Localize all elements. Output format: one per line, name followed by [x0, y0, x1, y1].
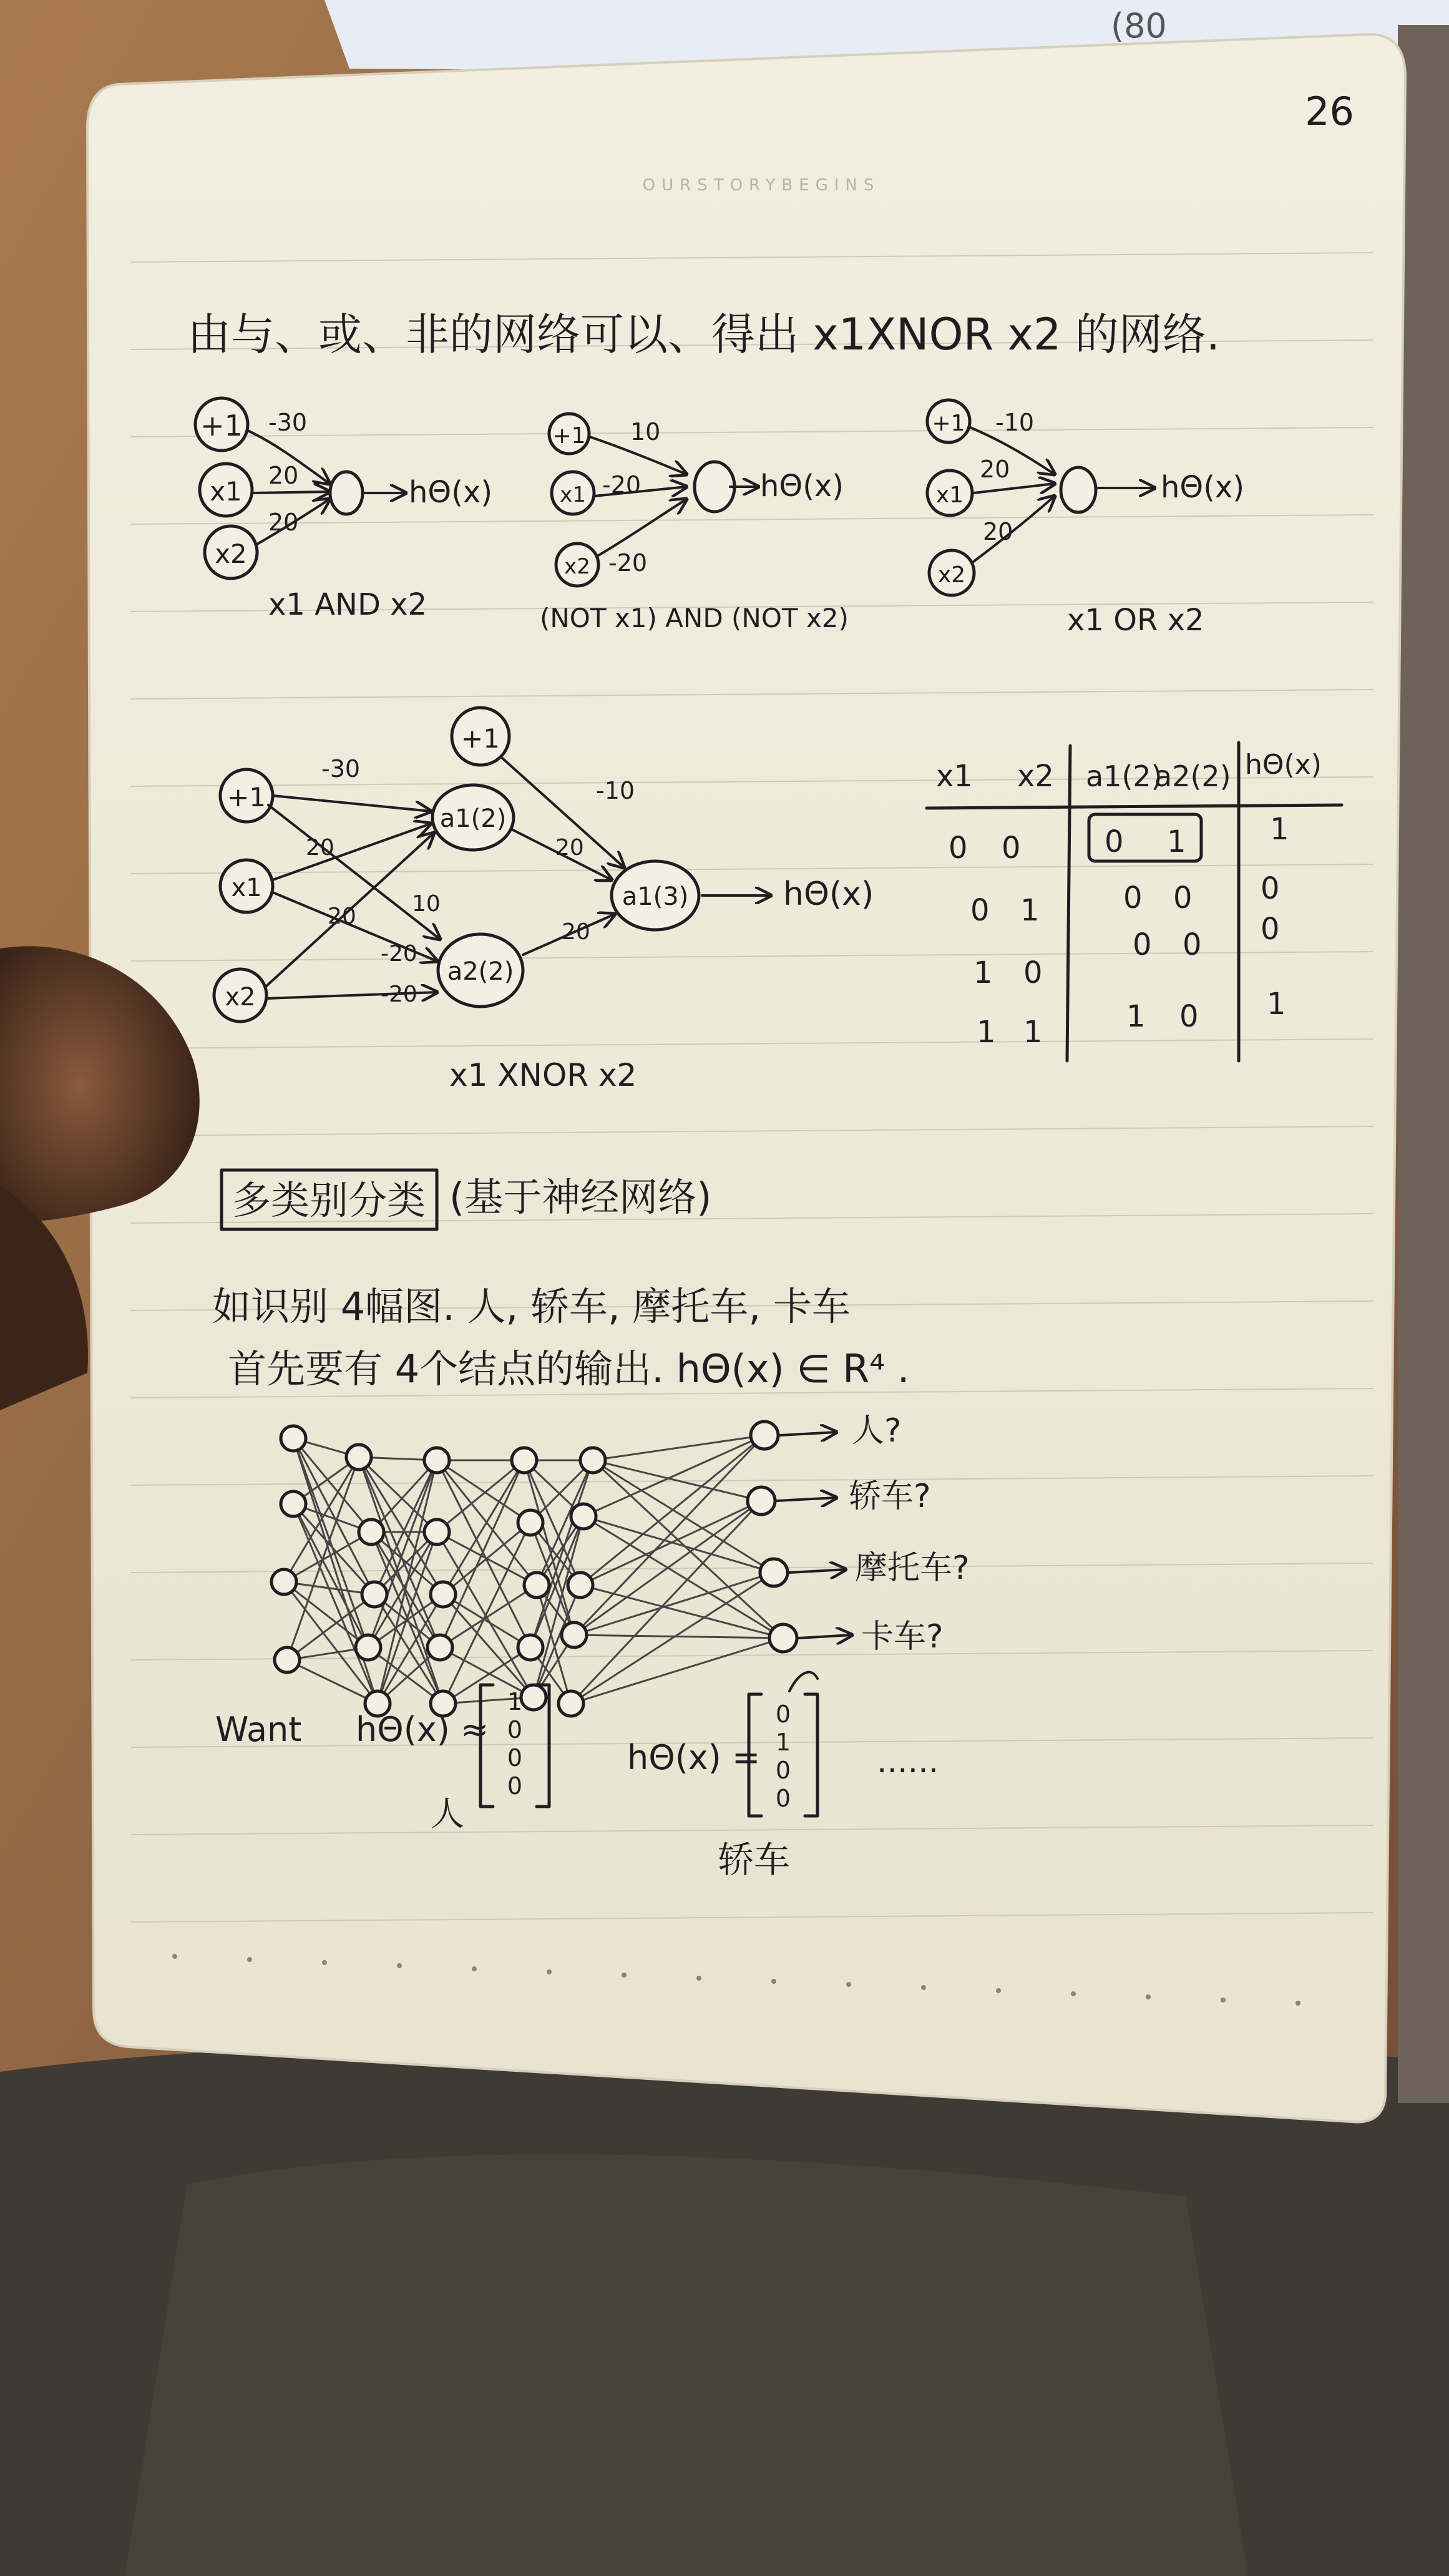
and-w1: 20: [268, 462, 299, 489]
xnor-a2-node: a2(2): [447, 957, 514, 986]
or-bias-node: +1: [932, 411, 965, 436]
tt-cell: 0: [1133, 927, 1152, 962]
and-x2-node: x2: [215, 539, 247, 569]
tt-cell: 0: [1261, 871, 1280, 906]
vec1-0: 1: [507, 1688, 523, 1715]
tt-cell: 0: [1123, 881, 1143, 915]
vec2-1: 1: [775, 1729, 791, 1756]
tt-cell: 1: [1270, 812, 1289, 847]
want-lhs-2: hΘ(x) =: [627, 1738, 761, 1777]
or-w0: -10: [995, 409, 1035, 436]
class-label-person: 人?: [852, 1412, 902, 1450]
tt-cell: 0: [1023, 955, 1043, 990]
xnor-a1-node: a1(2): [439, 804, 507, 833]
under-vec2: 轿车: [718, 1838, 791, 1881]
book-cover-edge: [1398, 25, 1449, 2103]
xnor-w-x2-a2: -20: [381, 982, 417, 1007]
tt-header-x1: x1: [936, 759, 973, 794]
section-line-2: 首先要有 4个结点的输出. hΘ(x) ∈ R⁴ .: [228, 1346, 910, 1392]
vec2-3: 0: [775, 1785, 791, 1812]
xnor-w-bias-a1: -30: [321, 755, 361, 783]
section-line-1: 如识别 4幅图. 人, 轿车, 摩托车, 卡车: [212, 1284, 851, 1329]
tt-cell: 1: [1020, 893, 1040, 928]
vec1-3: 0: [507, 1772, 523, 1800]
page-number: 26: [1305, 89, 1354, 134]
tt-cell: 0: [1002, 831, 1021, 866]
and-w2: 20: [268, 509, 299, 536]
tt-cell: 0: [949, 831, 968, 866]
tt-cell: 0: [970, 893, 990, 928]
nand-w0: 10: [630, 418, 661, 446]
and-bias-node: +1: [200, 409, 243, 442]
tt-header-x2: x2: [1017, 759, 1054, 794]
class-label-truck: 卡车?: [861, 1618, 944, 1656]
nand-w2: -20: [608, 549, 648, 577]
xnor-output: hΘ(x): [783, 876, 874, 913]
and-w0: -30: [268, 409, 308, 436]
and-output: hΘ(x): [409, 475, 493, 510]
xnor-hidden-bias: +1: [461, 723, 500, 754]
xnor-w-a2-a3: 20: [562, 919, 590, 945]
heading-text: 由与、或、非的网络可以、得出 x1XNOR x2 的网络.: [187, 309, 1220, 360]
tt-cell: 1: [1167, 824, 1186, 859]
vec1-2: 0: [507, 1744, 523, 1772]
or-x1-node: x1: [935, 482, 964, 508]
vec1-1: 0: [507, 1716, 523, 1744]
want-lhs-1: hΘ(x) ≈: [356, 1710, 489, 1749]
or-caption: x1 OR x2: [1067, 603, 1204, 638]
tt-cell: 0: [1105, 824, 1124, 859]
nand-w1: -20: [602, 471, 642, 499]
tt-header-h: hΘ(x): [1245, 749, 1322, 781]
nand-caption: (NOT x1) AND (NOT x2): [540, 603, 849, 633]
under-vec1: 人: [431, 1794, 464, 1833]
lap-shadow: [125, 2154, 1248, 2576]
vec2-2: 0: [775, 1757, 791, 1784]
or-x2-node: x2: [937, 562, 966, 588]
nand-x2-node: x2: [564, 554, 590, 579]
corner-scribble: (80: [1111, 6, 1167, 46]
class-label-car: 轿车?: [849, 1478, 931, 1515]
xnor-w-x2-a1: 20: [328, 904, 356, 929]
xnor-x1-node: x1: [231, 874, 262, 902]
tt-cell: 1: [1023, 1015, 1043, 1050]
tt-cell: 0: [1183, 927, 1202, 962]
xnor-w-bias-a2: 10: [412, 891, 441, 917]
section-subtitle: (基于神经网络): [449, 1174, 712, 1220]
xnor-w-x1-a2: -20: [381, 941, 417, 967]
tt-cell: 1: [977, 1015, 996, 1050]
nand-bias-node: +1: [552, 423, 586, 449]
tt-cell: 1: [1126, 999, 1146, 1034]
xnor-w-x1-a1: 20: [306, 835, 334, 861]
vec2-0: 0: [775, 1700, 791, 1728]
section-title: 多类别分类: [232, 1178, 426, 1223]
tt-cell: 0: [1179, 999, 1199, 1034]
and-x1-node: x1: [210, 476, 242, 507]
or-w1: 20: [980, 456, 1010, 483]
brand-watermark: OURSTORYBEGINS: [642, 176, 881, 195]
tt-header-a2: a2(2): [1154, 759, 1231, 793]
or-output: hΘ(x): [1161, 470, 1245, 505]
tt-cell: 1: [973, 955, 993, 990]
nand-x1-node: x1: [560, 482, 586, 507]
xnor-w-a1-a3: 20: [555, 835, 584, 861]
nand-output: hΘ(x): [760, 469, 844, 504]
xnor-w-hbias-a3: -10: [596, 777, 635, 804]
and-caption: x1 AND x2: [268, 587, 427, 622]
xnor-input-bias: +1: [227, 782, 266, 812]
tt-cell: 1: [1267, 987, 1286, 1022]
class-label-motorcycle: 摩托车?: [855, 1549, 970, 1587]
want-ellipsis: ......: [877, 1743, 939, 1780]
xnor-caption: x1 XNOR x2: [449, 1057, 637, 1093]
or-w2: 20: [983, 518, 1013, 545]
xnor-x2-node: x2: [225, 983, 256, 1012]
tt-header-a1: a1(2): [1086, 759, 1163, 793]
want-word: Want: [215, 1710, 302, 1749]
tt-cell: 0: [1173, 881, 1193, 915]
tt-cell: 0: [1261, 912, 1280, 947]
xnor-a3-node: a1(3): [622, 882, 689, 911]
